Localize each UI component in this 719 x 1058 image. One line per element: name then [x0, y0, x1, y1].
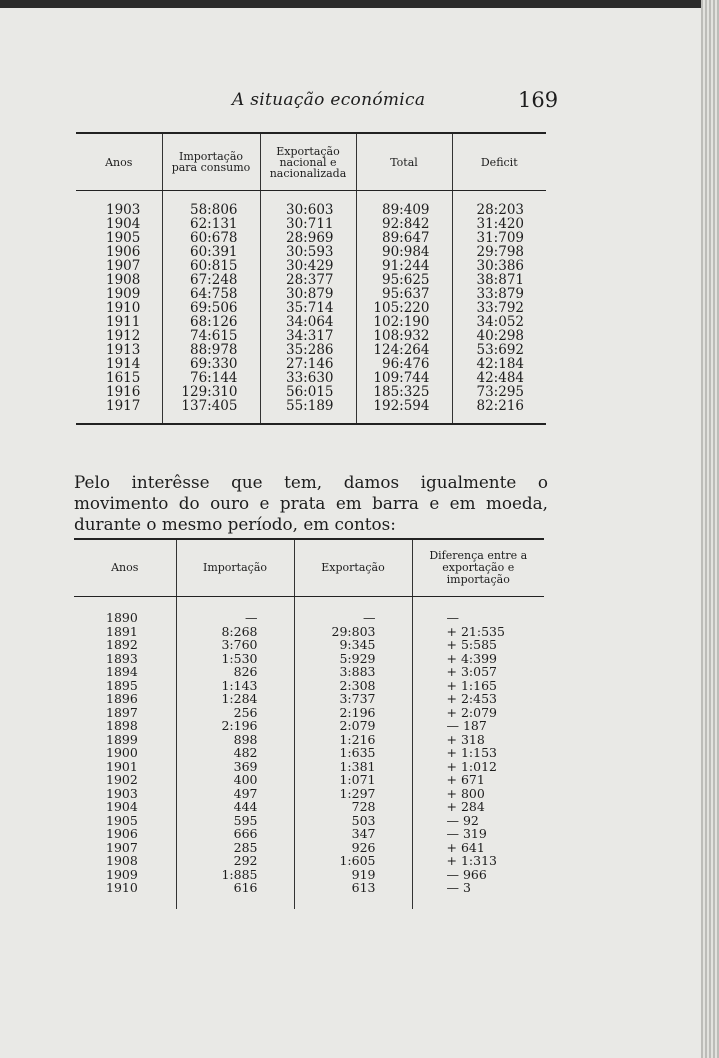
table-cell: 285: [176, 841, 294, 855]
table-cell: 292: [176, 854, 294, 868]
table-row: [76, 245, 546, 259]
table-cell: 89:647: [356, 231, 452, 245]
table-cell: 64:758: [162, 287, 260, 301]
table-cell: 30:429: [260, 259, 356, 273]
table-cell: 1910: [106, 300, 141, 316]
table-cell: + 284: [412, 800, 544, 814]
table-row: [76, 385, 546, 399]
table-cell: + 1:153: [412, 746, 544, 760]
table-cell: 369: [176, 760, 294, 774]
table-cell: 1904: [106, 216, 141, 232]
table-cell: 1895: [106, 677, 138, 693]
table-row: [76, 287, 546, 301]
table-cell: 616: [176, 881, 294, 895]
table-cell: 1615: [106, 370, 141, 386]
table-row: [76, 217, 546, 231]
table-cell: + 21:535: [412, 625, 544, 639]
table-cell: 1900: [106, 745, 138, 760]
table-row: [74, 638, 544, 652]
table-cell: — 92: [412, 814, 544, 828]
table-cell: 34:064: [260, 315, 356, 329]
table-row: [74, 814, 544, 828]
table-cell: 1893: [106, 650, 138, 666]
table-cell: 33:630: [260, 371, 356, 385]
table-cell: 2:308: [294, 679, 412, 693]
table-cell: 400: [176, 773, 294, 787]
table-cell: 919: [294, 868, 412, 882]
table-cell: 69:330: [162, 357, 260, 371]
table-cell: 76:144: [162, 371, 260, 385]
table-cell: 1904: [106, 799, 138, 814]
table-cell: — 319: [412, 827, 544, 841]
table-row: [76, 231, 546, 245]
table-row: [76, 259, 546, 273]
table-cell: + 4:399: [412, 652, 544, 666]
column-header: Diferença entre a exportação e importação: [412, 539, 544, 597]
table-row: [76, 273, 546, 287]
table-cell: 898: [176, 733, 294, 747]
table-cell: 30:593: [260, 245, 356, 259]
table-row: [76, 203, 546, 217]
table-cell: 124:264: [356, 343, 452, 357]
table-row: [74, 625, 544, 639]
table-cell: 1:071: [294, 773, 412, 787]
table-cell: 90:984: [356, 245, 452, 259]
table-row: [76, 301, 546, 315]
gold-silver-table: [74, 538, 544, 909]
table-cell: 69:506: [162, 301, 260, 315]
table-row: [76, 357, 546, 371]
table-cell: 82:216: [452, 399, 546, 413]
column-header: Anos: [74, 539, 176, 597]
table-cell: 42:184: [452, 357, 546, 371]
table-cell: 73:295: [452, 385, 546, 399]
table-cell: 666: [176, 827, 294, 841]
table-cell: + 318: [412, 733, 544, 747]
table-row: [74, 611, 544, 625]
table-cell: 34:317: [260, 329, 356, 343]
table-cell: 33:879: [452, 287, 546, 301]
table-cell: 1:635: [294, 746, 412, 760]
table-cell: 1890: [106, 610, 138, 625]
table-row: [76, 329, 546, 343]
column-header: Importação para consumo: [162, 133, 260, 191]
table-cell: 129:310: [162, 385, 260, 399]
table-cell: + 800: [412, 787, 544, 801]
table-cell: 2:196: [294, 706, 412, 720]
table-cell: 91:244: [356, 259, 452, 273]
table-cell: 1:530: [176, 652, 294, 666]
table-cell: 68:126: [162, 315, 260, 329]
table-cell: — 187: [412, 719, 544, 733]
table-cell: 1:885: [176, 868, 294, 882]
table-cell: + 5:585: [412, 638, 544, 652]
body-paragraph: Pelo interêsse que tem, damos igualmente o movimento do ouro e prata em barra e em moeda, durante o mesmo período, em contos:: [74, 471, 548, 534]
table-cell: 1:284: [176, 692, 294, 706]
table-cell: 1:381: [294, 760, 412, 774]
table-cell: 1896: [106, 691, 138, 706]
table-cell: + 2:453: [412, 692, 544, 706]
table-cell: 38:871: [452, 273, 546, 287]
table-cell: 1912: [106, 328, 141, 344]
table-cell: 1899: [106, 731, 138, 747]
table-cell: 1907: [106, 258, 141, 274]
table-cell: 1914: [106, 356, 141, 372]
table-row: [74, 787, 544, 801]
table-cell: 1908: [106, 853, 138, 868]
table-cell: 2:079: [294, 719, 412, 733]
table-cell: 9:345: [294, 638, 412, 652]
table-cell: 1908: [106, 272, 141, 288]
table-row: [74, 679, 544, 693]
table-cell: 1:605: [294, 854, 412, 868]
table-cell: 108:932: [356, 329, 452, 343]
table-cell: —: [176, 611, 294, 625]
column-header: Anos: [76, 133, 162, 191]
table-cell: 40:298: [452, 329, 546, 343]
table-cell: 613: [294, 881, 412, 895]
table-cell: 30:879: [260, 287, 356, 301]
table-cell: 95:625: [356, 273, 452, 287]
table-cell: 60:678: [162, 231, 260, 245]
table-cell: 2:196: [176, 719, 294, 733]
column-header: Total: [356, 133, 452, 191]
table-cell: 8:268: [176, 625, 294, 639]
table-cell: 1906: [106, 244, 141, 260]
table-cell: 926: [294, 841, 412, 855]
table-cell: 137:405: [162, 399, 260, 413]
table-cell: 826: [176, 665, 294, 679]
table-cell: 1917: [106, 398, 141, 414]
table-cell: 34:052: [452, 315, 546, 329]
table-row: [74, 827, 544, 841]
table-cell: 105:220: [356, 301, 452, 315]
table-cell: 30:386: [452, 259, 546, 273]
table-cell: 74:615: [162, 329, 260, 343]
table-cell: 89:409: [356, 203, 452, 217]
table-cell: + 1:012: [412, 760, 544, 774]
table-cell: 1898: [106, 718, 138, 733]
column-header: Importação: [176, 539, 294, 597]
table-cell: 1903: [106, 202, 141, 218]
table-cell: 28:377: [260, 273, 356, 287]
table-cell: 1901: [106, 758, 138, 774]
table-cell: 96:476: [356, 357, 452, 371]
table-cell: 1:216: [294, 733, 412, 747]
table-cell: 192:594: [356, 399, 452, 413]
table-cell: 1906: [106, 826, 138, 841]
table-cell: 1905: [106, 812, 138, 828]
table-header-row: [76, 133, 546, 191]
page-number: 169: [518, 88, 559, 112]
table-cell: 88:978: [162, 343, 260, 357]
table-cell: 29:798: [452, 245, 546, 259]
table-cell: 1892: [106, 637, 138, 652]
table-cell: 1909: [106, 866, 138, 882]
table-row: [74, 665, 544, 679]
table-cell: — 3: [412, 881, 544, 895]
table-cell: 92:842: [356, 217, 452, 231]
table-cell: —: [294, 611, 412, 625]
table-cell: + 1:313: [412, 854, 544, 868]
table-row: [74, 868, 544, 882]
table-cell: 1:143: [176, 679, 294, 693]
table-cell: 56:015: [260, 385, 356, 399]
table-cell: 3:760: [176, 638, 294, 652]
table-row: [74, 746, 544, 760]
table-cell: 595: [176, 814, 294, 828]
table-row: [74, 841, 544, 855]
table-cell: 1:297: [294, 787, 412, 801]
table-cell: 30:711: [260, 217, 356, 231]
table-cell: 1905: [106, 230, 141, 246]
table-cell: 42:484: [452, 371, 546, 385]
table-cell: 30:603: [260, 203, 356, 217]
table-cell: 3:883: [294, 665, 412, 679]
table-cell: 3:737: [294, 692, 412, 706]
table-cell: 1891: [106, 623, 138, 639]
table-cell: 58:806: [162, 203, 260, 217]
table-row: [74, 800, 544, 814]
table-cell: 1910: [106, 880, 138, 895]
table-cell: 256: [176, 706, 294, 720]
table-cell: 1902: [106, 772, 138, 787]
table-cell: 27:146: [260, 357, 356, 371]
column-header: Exportação: [294, 539, 412, 597]
scan-top-edge: [0, 0, 719, 8]
table-cell: 28:203: [452, 203, 546, 217]
page-edge: [701, 0, 719, 1058]
table-cell: 60:391: [162, 245, 260, 259]
table-cell: 1909: [106, 286, 141, 302]
table-cell: 31:709: [452, 231, 546, 245]
table-cell: 1913: [106, 342, 141, 358]
table-row: [76, 399, 546, 413]
table-cell: 102:190: [356, 315, 452, 329]
table-row: [74, 773, 544, 787]
table-cell: —: [412, 611, 544, 625]
table-cell: 67:248: [162, 273, 260, 287]
table-cell: 95:637: [356, 287, 452, 301]
table-cell: 28:969: [260, 231, 356, 245]
table-row: [74, 652, 544, 666]
table-cell: 185:325: [356, 385, 452, 399]
table-cell: 728: [294, 800, 412, 814]
table-cell: 1894: [106, 664, 138, 679]
table-row: [76, 371, 546, 385]
table-cell: 1903: [106, 785, 138, 801]
table-cell: 482: [176, 746, 294, 760]
table-row: [74, 706, 544, 720]
table-header-row: [74, 539, 544, 597]
table-cell: 5:929: [294, 652, 412, 666]
table-cell: 35:714: [260, 301, 356, 315]
table-cell: 1916: [106, 384, 141, 400]
trade-balance-table: [76, 132, 546, 425]
table-cell: 1911: [106, 314, 141, 330]
running-title: A situação económica: [232, 90, 426, 110]
table-cell: 35:286: [260, 343, 356, 357]
table-cell: + 3:057: [412, 665, 544, 679]
table-cell: 497: [176, 787, 294, 801]
table-cell: 55:189: [260, 399, 356, 413]
table-cell: 53:692: [452, 343, 546, 357]
table-cell: 1907: [106, 839, 138, 855]
column-header: Deficit: [452, 133, 546, 191]
table-row: [74, 719, 544, 733]
table-cell: + 671: [412, 773, 544, 787]
table-row: [76, 343, 546, 357]
table-cell: 33:792: [452, 301, 546, 315]
table-cell: + 641: [412, 841, 544, 855]
table-row: [74, 733, 544, 747]
page-header: [0, 88, 719, 118]
table-cell: + 1:165: [412, 679, 544, 693]
table-cell: 347: [294, 827, 412, 841]
table-row: [74, 760, 544, 774]
table-cell: 444: [176, 800, 294, 814]
table-cell: — 966: [412, 868, 544, 882]
table-cell: 109:744: [356, 371, 452, 385]
table-cell: 1897: [106, 704, 138, 720]
table-row: [74, 854, 544, 868]
table-cell: 503: [294, 814, 412, 828]
table-cell: 60:815: [162, 259, 260, 273]
table-cell: 31:420: [452, 217, 546, 231]
table-row: [76, 315, 546, 329]
table-cell: 62:131: [162, 217, 260, 231]
table-row: [74, 692, 544, 706]
table-row: [74, 881, 544, 895]
table-cell: 29:803: [294, 625, 412, 639]
table-cell: + 2:079: [412, 706, 544, 720]
column-header: Exportação nacional e nacionalizada: [260, 133, 356, 191]
